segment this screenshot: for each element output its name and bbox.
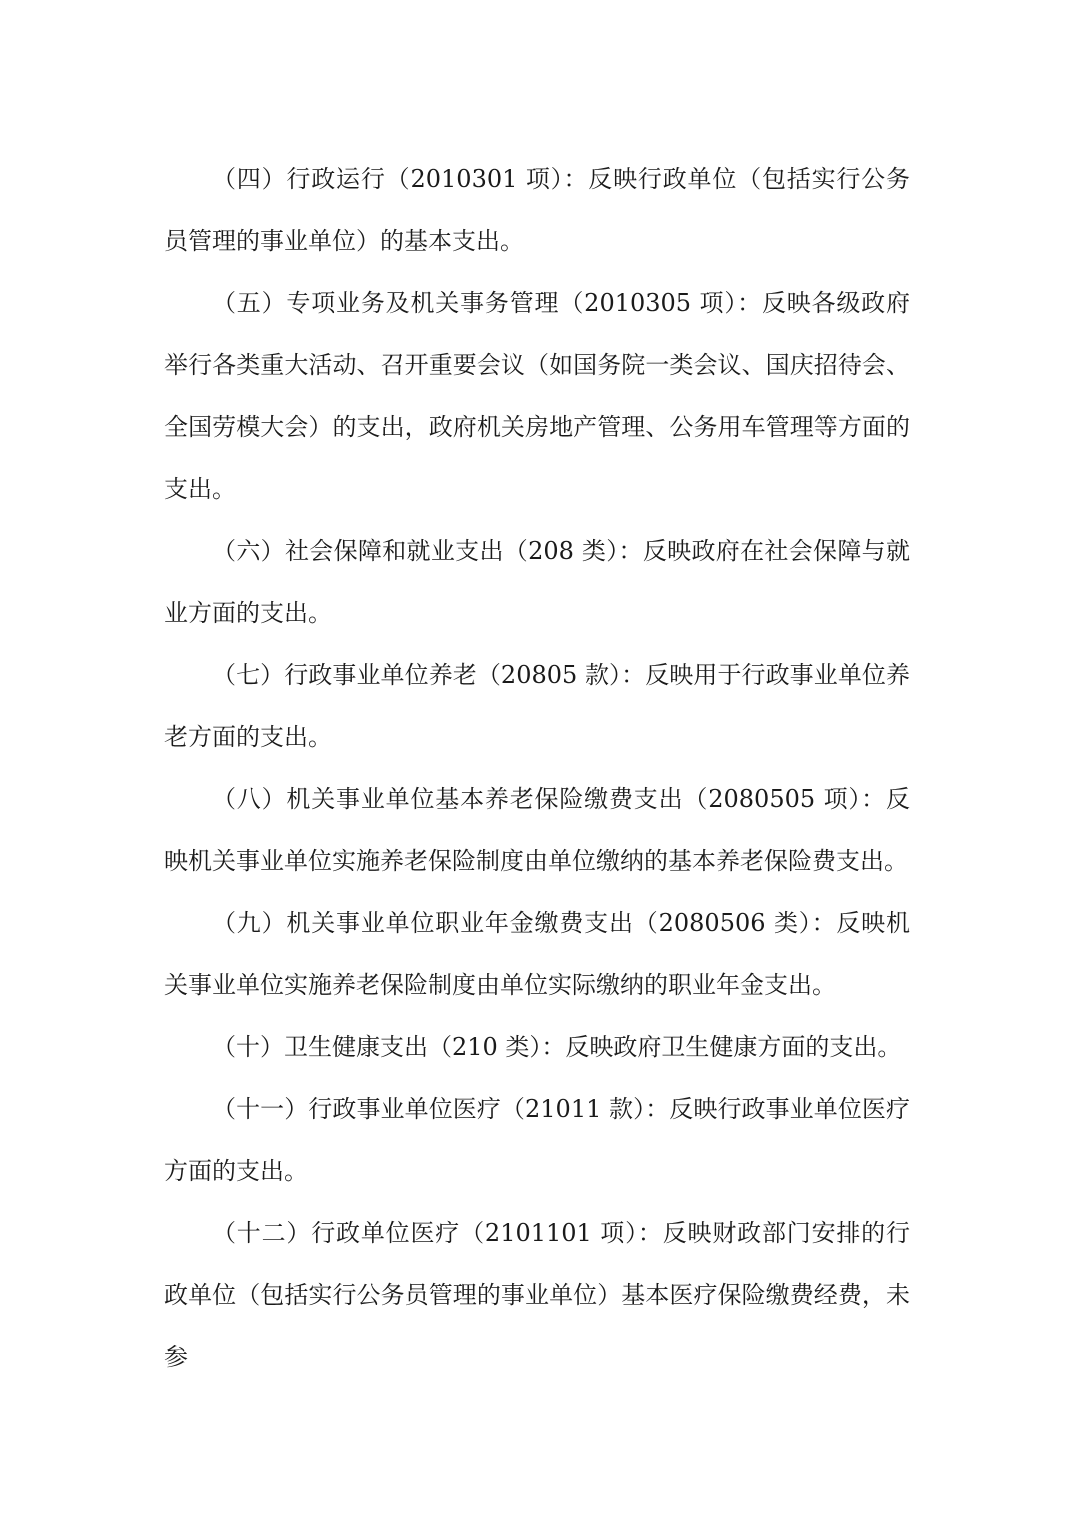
paragraph-administrative-operation: （四）行政运行（2010301 项）：反映行政单位（包括实行公务员管理的事业单位）的基本支出。 [164, 165, 910, 255]
paragraph-institution-medical: （十一）行政事业单位医疗（21011 款）：反映行政事业单位医疗方面的支出。 [164, 1095, 910, 1185]
paragraph-health-expenditure: （十）卫生健康支出（210 类）：反映政府卫生健康方面的支出。 [212, 1033, 902, 1061]
paragraph-institution-pension: （七）行政事业单位养老（20805 款）：反映用于行政事业单位养老方面的支出。 [164, 661, 910, 751]
paragraph-basic-pension-insurance: （八）机关事业单位基本养老保险缴费支出（2080505 项）：反映机关事业单位实施养老保险制度由单位缴纳的基本养老保险费支出。 [164, 785, 910, 875]
paragraph-administrative-medical: （十二）行政单位医疗（2101101 项）：反映财政部门安排的行政单位（包括实行公务员管理的事业单位）基本医疗保险缴费经费，未参 [164, 1219, 910, 1371]
paragraph-social-security-employment: （六）社会保障和就业支出（208 类）：反映政府在社会保障与就业方面的支出。 [164, 537, 910, 627]
paragraph-special-affairs-management: （五）专项业务及机关事务管理（2010305 项）：反映各级政府举行各类重大活动、召开重要会议（如国务院一类会议、国庆招待会、全国劳模大会）的支出，政府机关房地产管理、公务用车管理等方面的支出。 [164, 289, 910, 503]
document-page [164, 148, 910, 1388]
paragraph-occupational-annuity: （九）机关事业单位职业年金缴费支出（2080506 类）：反映机关事业单位实施养老保险制度由单位实际缴纳的职业年金支出。 [164, 909, 910, 999]
